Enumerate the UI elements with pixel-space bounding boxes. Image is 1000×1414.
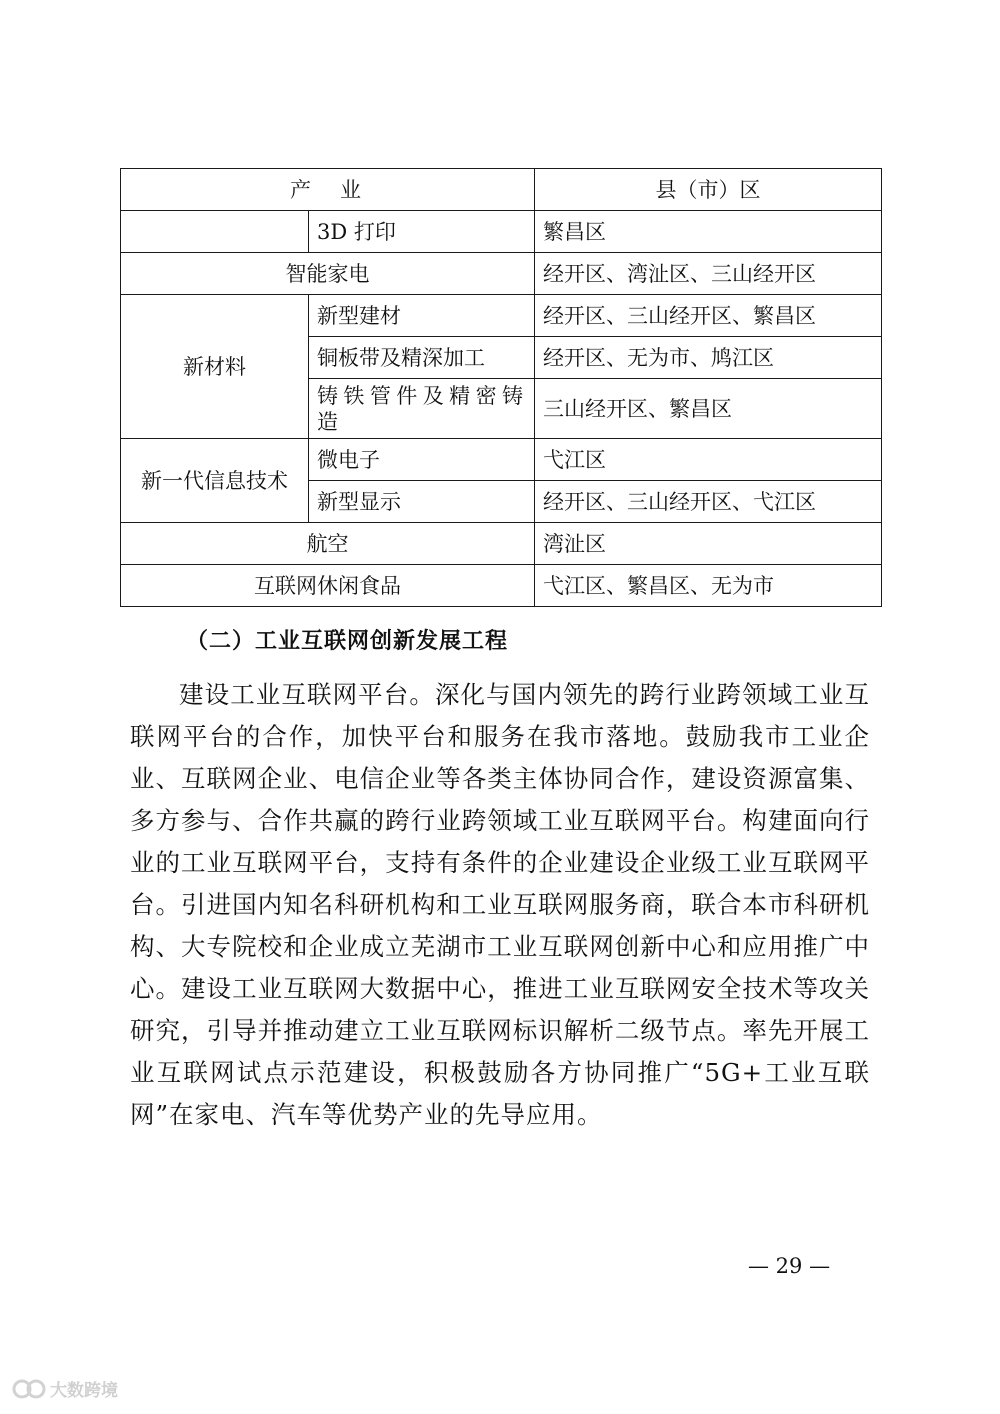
table-cell-empty	[121, 211, 309, 253]
table-cell-county: 经开区、三山经开区、弋江区	[535, 481, 882, 523]
table-cell-subindustry: 新型显示	[309, 481, 535, 523]
table-cell-group: 新一代信息技术	[121, 439, 309, 523]
table-cell-county: 经开区、无为市、鸠江区	[535, 337, 882, 379]
table-row	[121, 439, 882, 481]
table-cell-subindustry: 铸铁管件及精密铸造	[309, 379, 535, 439]
table-row	[121, 523, 882, 565]
body-paragraph: 建设工业互联网平台。深化与国内领先的跨行业跨领域工业互联网平台的合作，加快平台和服务在我市落地。鼓励我市工业企业、互联网企业、电信企业等各类主体协同合作，建设资源富集、多方参与、合作共赢的跨行业跨领域工业互联网平台。构建面向行业的工业互联网平台，支持有条件的企业建设企业级工业互联网平台。引进国内知名科研机构和工业互联网服务商，联合本市科研机构、大专院校和企业成立芜湖市工业互联网创新中心和应用推广中心。建设工业互联网大数据中心，推进工业互联网安全技术等攻关研究，引导并推动建立工业互联网标识解析二级节点。率先开展工业互联网试点示范建设，积极鼓励各方协同推广“5G+工业互联网”在家电、汽车等优势产业的先导应用。	[130, 680, 870, 1129]
table-cell-county: 繁昌区	[535, 211, 882, 253]
table-cell-county: 湾沚区	[535, 523, 882, 565]
header-industry: 产 业	[121, 169, 535, 211]
industry-county-table	[120, 168, 882, 607]
table-cell-industry: 互联网休闲食品	[121, 565, 535, 607]
table-row	[121, 565, 882, 607]
table-cell-industry: 航空	[121, 523, 535, 565]
table-cell-subindustry: 新型建材	[309, 295, 535, 337]
table-row	[121, 253, 882, 295]
table-cell-group: 新材料	[121, 295, 309, 439]
header-county: 县（市）区	[535, 169, 882, 211]
table-cell-county: 弋江区	[535, 439, 882, 481]
table-cell-subindustry: 微电子	[309, 439, 535, 481]
page-number: — 29 —	[748, 1254, 831, 1278]
table-row	[121, 295, 882, 337]
table-cell-county: 弋江区、繁昌区、无为市	[535, 565, 882, 607]
table-cell-county: 经开区、三山经开区、繁昌区	[535, 295, 882, 337]
table-row	[121, 211, 882, 253]
table-cell-county: 三山经开区、繁昌区	[535, 379, 882, 439]
section-heading: （二）工业互联网创新发展工程	[186, 629, 509, 654]
watermark	[12, 1376, 118, 1401]
table-cell-industry: 智能家电	[121, 253, 535, 295]
watermark-logo-icon	[12, 1378, 46, 1400]
table-cell-county: 经开区、湾沚区、三山经开区	[535, 253, 882, 295]
table-header-row	[121, 169, 882, 211]
table-cell-subindustry: 3D 打印	[309, 211, 535, 253]
table-cell-subindustry: 铜板带及精深加工	[309, 337, 535, 379]
watermark-text: 大数跨境	[50, 1381, 118, 1401]
